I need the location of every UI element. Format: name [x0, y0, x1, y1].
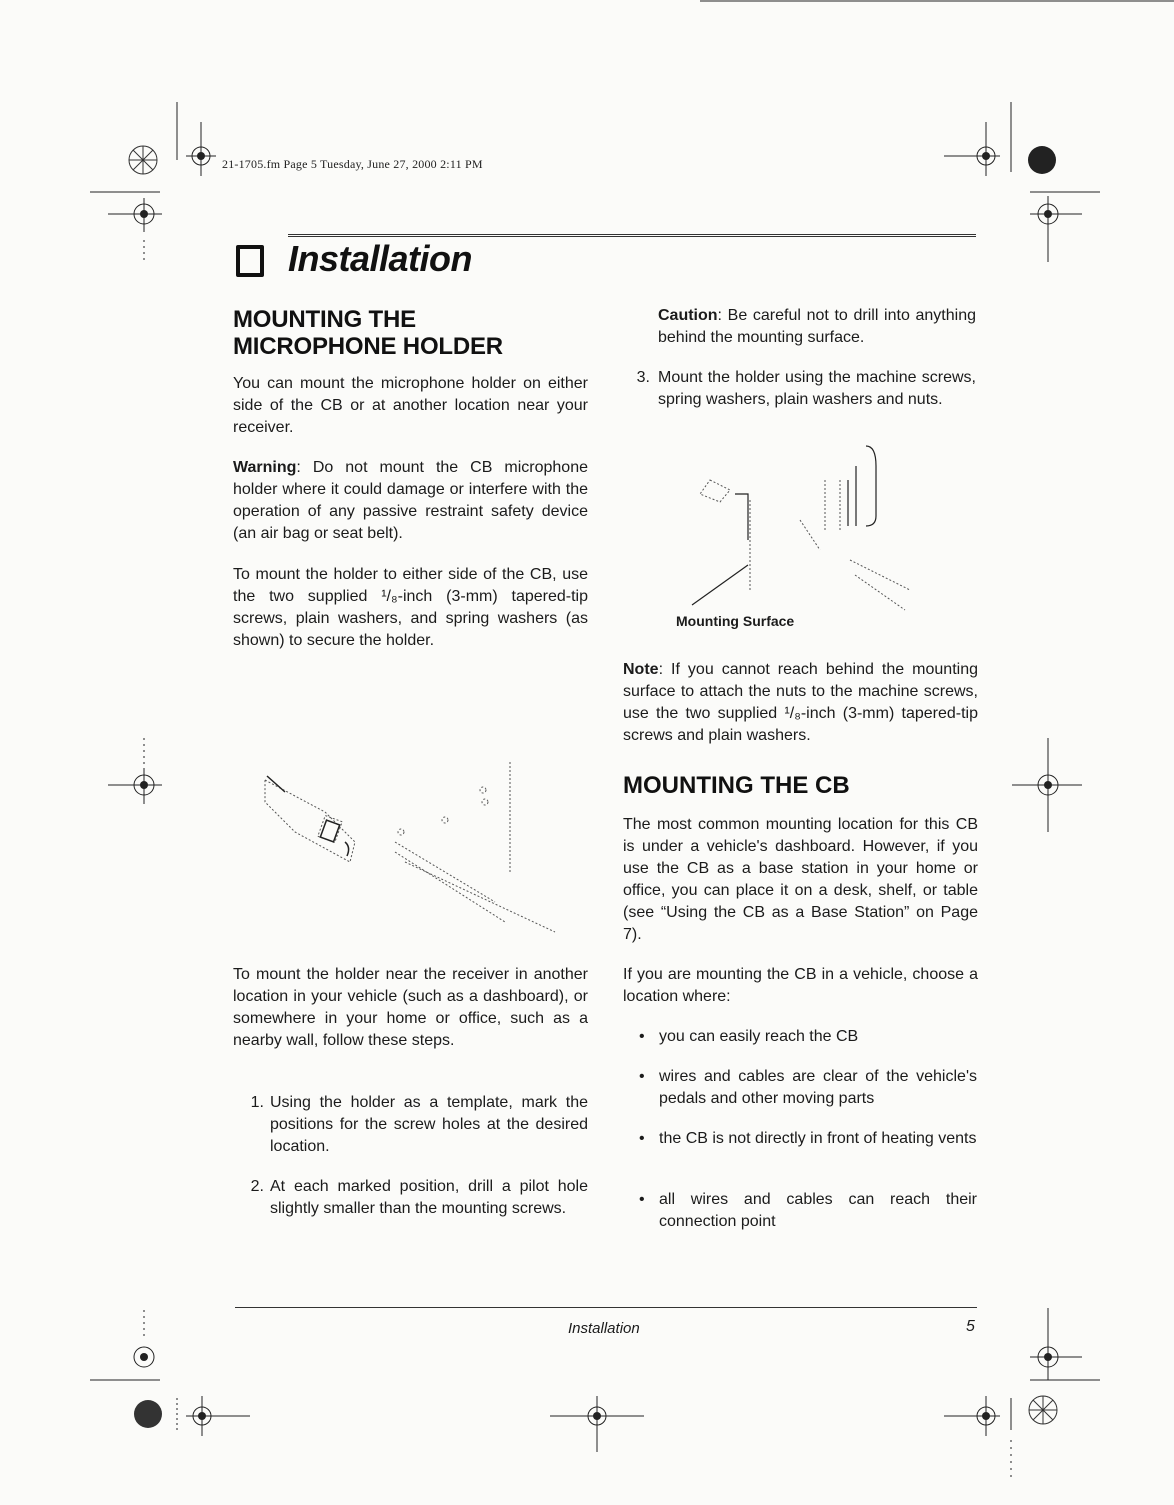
caution-label: Caution	[658, 307, 718, 324]
warning-label: Warning	[233, 459, 297, 476]
caution-text: : Be careful not to drill into anything behind the mounting surface.	[658, 307, 976, 346]
warning-text: : Do not mount the CB microphone holder where it could damage or interfere with the operation of any passive restraint safety device (an air bag or seat belt).	[233, 459, 588, 542]
bullet-marker: •	[639, 1068, 645, 1085]
step-item	[244, 1176, 588, 1220]
step-item	[244, 1092, 588, 1158]
footer-rule	[235, 1307, 977, 1308]
caution-paragraph	[658, 305, 976, 349]
cb-location-paragraph	[623, 814, 978, 946]
bullet-marker: •	[639, 1028, 645, 1045]
intro-paragraph	[233, 373, 588, 439]
bullet-item	[639, 1066, 977, 1110]
bullet-item	[639, 1189, 977, 1233]
step-text: At each marked position, drill a pilot hole slightly smaller than the mounting screws.	[270, 1178, 588, 1217]
bullet-text: you can easily reach the CB	[659, 1028, 859, 1045]
side-mount-paragraph	[233, 564, 588, 652]
step-number: 3.	[636, 369, 650, 386]
note-label: Note	[623, 661, 659, 678]
vehicle-paragraph	[623, 964, 978, 1008]
bullet-marker: •	[639, 1191, 645, 1208]
bullet-text: wires and cables are clear of the vehicle's pedals and other moving parts	[659, 1068, 977, 1107]
warning-paragraph	[233, 457, 588, 545]
checkbox-icon	[236, 245, 264, 277]
mounting-surface-illustration	[680, 440, 940, 620]
footer-section-label: Installation	[568, 1320, 640, 1337]
step-text: Mount the holder using the machine screws, spring washers, plain washers and nuts.	[658, 369, 976, 408]
other-location-paragraph	[233, 964, 588, 1052]
side-mount-text: To mount the holder to either side of the CB, use the two supplied ¹/₈-inch (3-mm) tapered-tip screws, plain washers, and spring washers (as shown) to secure the holder.	[233, 566, 588, 649]
other-location-text: To mount the holder near the receiver in another location in your vehicle (such as a dashboard), or somewhere in your home or office, such as a nearby wall, follow these steps.	[233, 966, 588, 1049]
vehicle-text: If you are mounting the CB in a vehicle, choose a location where:	[623, 966, 978, 1005]
file-info: 21-1705.fm Page 5 Tuesday, June 27, 2000 2:11 PM	[222, 157, 483, 171]
bullet-item	[639, 1026, 977, 1048]
section-heading-microphone-holder: MOUNTING THE MICROPHONE HOLDER	[233, 306, 503, 360]
note-paragraph	[623, 659, 978, 747]
section-heading-mounting-cb: MOUNTING THE CB	[623, 772, 850, 799]
page-title: Installation	[288, 238, 473, 279]
cb-location-text: The most common mounting location for this CB is under a vehicle's dashboard. However, if you use the CB as a base station in your home or office, you can place it on a desk, shelf, or table (see “Using the CB as a Base Station” on Page 7).	[623, 816, 978, 943]
step-number: 1.	[250, 1094, 264, 1111]
bullet-marker: •	[639, 1130, 645, 1147]
bullet-item	[639, 1128, 977, 1150]
title-rule	[288, 234, 976, 237]
page-number: 5	[966, 1318, 975, 1335]
holder-side-illustration	[255, 752, 575, 942]
step-number: 2.	[250, 1178, 264, 1195]
figure-caption: Mounting Surface	[676, 613, 795, 629]
bullet-text: the CB is not directly in front of heating vents	[659, 1130, 977, 1147]
note-text: : If you cannot reach behind the mounting surface to attach the nuts to the machine screws, use the two supplied ¹/₈-inch (3-mm) tapered-tip screws and plain washers.	[623, 661, 978, 744]
step-text: Using the holder as a template, mark the positions for the screw holes at the desired location.	[270, 1094, 588, 1155]
step-item	[630, 367, 976, 411]
para-intro-text: You can mount the microphone holder on either side of the CB or at another location near your receiver.	[233, 375, 588, 436]
bullet-text: all wires and cables can reach their connection point	[659, 1191, 977, 1230]
